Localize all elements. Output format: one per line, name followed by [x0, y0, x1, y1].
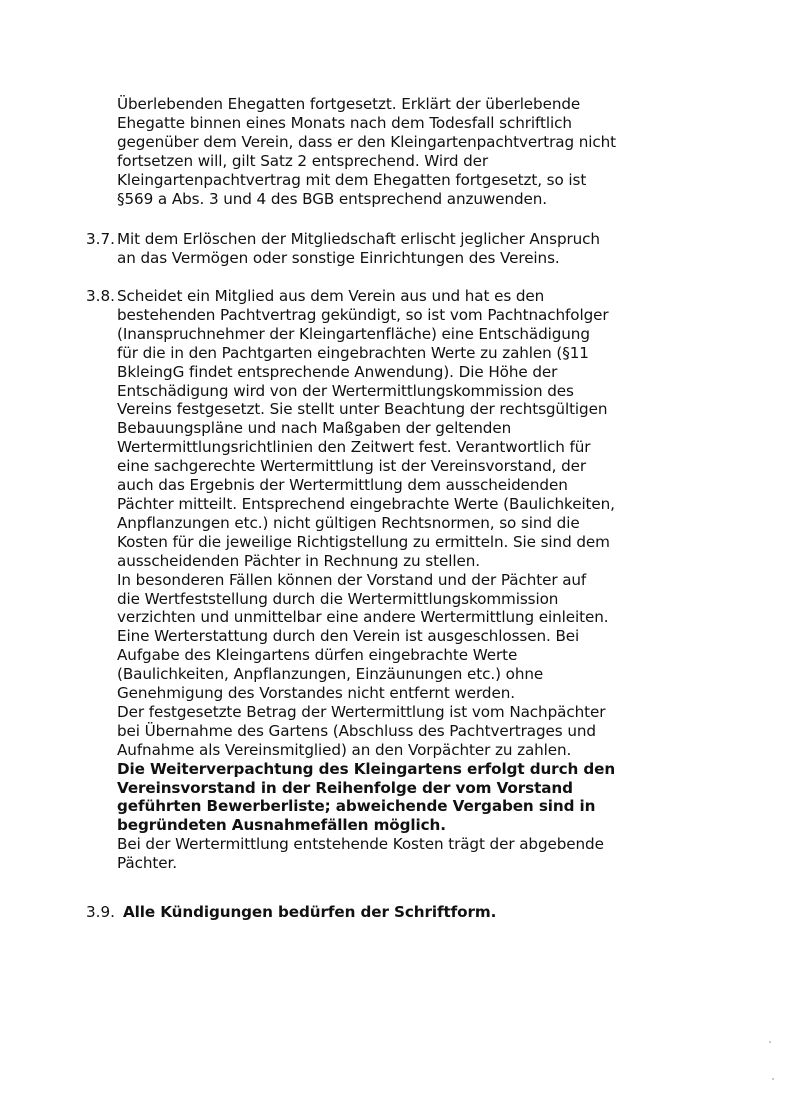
text-line: ausscheidenden Pächter in Rechnung zu stellen. — [117, 551, 480, 570]
text-line: (Inanspruchnehmer der Kleingartenfläche) eine Entschädigung — [117, 324, 590, 343]
scan-speck — [769, 1041, 771, 1043]
text-line: Kleingartenpachtvertrag mit dem Ehegatten fortgesetzt, so ist — [117, 170, 587, 189]
text-line: Pächter. — [117, 854, 177, 873]
text-line: Der festgesetzte Betrag der Wertermittlung ist vom Nachpächter — [117, 702, 606, 721]
bold-text-line: geführten Bewerberliste; abweichende Vergaben sind in — [117, 797, 596, 816]
text-line: In besonderen Fällen können der Vorstand und der Pächter auf — [117, 570, 587, 589]
scan-speck — [772, 1078, 774, 1080]
text-line: §569 a Abs. 3 und 4 des BGB entsprechend anzuwenden. — [117, 189, 548, 208]
text-line: eine sachgerechte Wertermittlung ist der Vereinsvorstand, der — [117, 457, 587, 476]
bold-text-line: Alle Kündigungen bedürfen der Schriftform. — [123, 903, 497, 921]
section-3-9 — [123, 903, 763, 922]
text-line: Mit dem Erlöschen der Mitgliedschaft erlischt jeglicher Anspruch — [117, 230, 600, 248]
section-3-7 — [117, 230, 757, 268]
text-line: Wertermittlungsrichtlinien den Zeitwert fest. Verantwortlich für — [117, 438, 591, 457]
text-line: Kosten für die jeweilige Richtigstellung zu ermitteln. Sie sind dem — [117, 532, 610, 551]
text-line: bei Übernahme des Gartens (Abschluss des Pachtvertrages und — [117, 721, 596, 740]
text-line: die Wertfeststellung durch die Wertermittlungskommission — [117, 589, 559, 608]
text-line: Bebauungspläne und nach Maßgaben der geltenden — [117, 419, 512, 438]
text-line: Genehmigung des Vorstandes nicht entfernt werden. — [117, 684, 515, 703]
text-line: verzichten und unmittelbar eine andere Wertermittlung einleiten. — [117, 608, 609, 627]
section-number-3-8: 3.8. — [86, 287, 115, 305]
text-line: Eine Werterstattung durch den Verein ist ausgeschlossen. Bei — [117, 627, 580, 646]
section-3-8 — [117, 287, 757, 873]
text-line: auch das Ergebnis der Wertermittlung dem ausscheidenden — [117, 476, 568, 495]
text-line: Ehegatte binnen eines Monats nach dem Todesfall schriftlich — [117, 113, 572, 132]
intro-paragraph — [117, 95, 757, 208]
text-line: Bei der Wertermittlung entstehende Kosten trägt der abgebende — [117, 835, 604, 854]
text-line: Aufgabe des Kleingartens dürfen eingebrachte Werte — [117, 646, 518, 665]
text-line: fortsetzen will, gilt Satz 2 entsprechend. Wird der — [117, 151, 489, 170]
text-line: BkleingG findet entsprechende Anwendung). Die Höhe der — [117, 362, 558, 381]
text-line: bestehenden Pachtvertrag gekündigt, so ist vom Pachtnachfolger — [117, 305, 609, 324]
text-line: Entschädigung wird von der Wertermittlungskommission des — [117, 381, 574, 400]
text-line: Scheidet ein Mitglied aus dem Verein aus und hat es den — [117, 287, 545, 305]
text-line: Aufnahme als Vereinsmitglied) an den Vorpächter zu zahlen. — [117, 740, 572, 759]
bold-text-line: Die Weiterverpachtung des Kleingartens erfolgt durch den — [117, 759, 616, 778]
text-line: Vereins festgesetzt. Sie stellt unter Beachtung der rechtsgültigen — [117, 400, 608, 419]
bold-text-line: begründeten Ausnahmefällen möglich. — [117, 816, 446, 835]
text-line: (Baulichkeiten, Anpflanzungen, Einzäunungen etc.) ohne — [117, 665, 544, 684]
text-line: gegenüber dem Verein, dass er den Kleingartenpachtvertrag nicht — [117, 132, 617, 151]
text-line: Pächter mitteilt. Entsprechend eingebrachte Werte (Baulichkeiten, — [117, 494, 615, 513]
section-number-3-9: 3.9. — [86, 903, 115, 921]
section-number-3-7: 3.7. — [86, 230, 115, 248]
text-line: Überlebenden Ehegatten fortgesetzt. Erklärt der überlebende — [117, 95, 581, 113]
bold-text-line: Vereinsvorstand in der Reihenfolge der vom Vorstand — [117, 778, 573, 797]
text-line: an das Vermögen oder sonstige Einrichtungen des Vereins. — [117, 248, 560, 267]
text-line: für die in den Pachtgarten eingebrachten Werte zu zahlen (§11 — [117, 343, 589, 362]
text-line: Anpflanzungen etc.) nicht gültigen Rechtsnormen, so sind die — [117, 513, 580, 532]
